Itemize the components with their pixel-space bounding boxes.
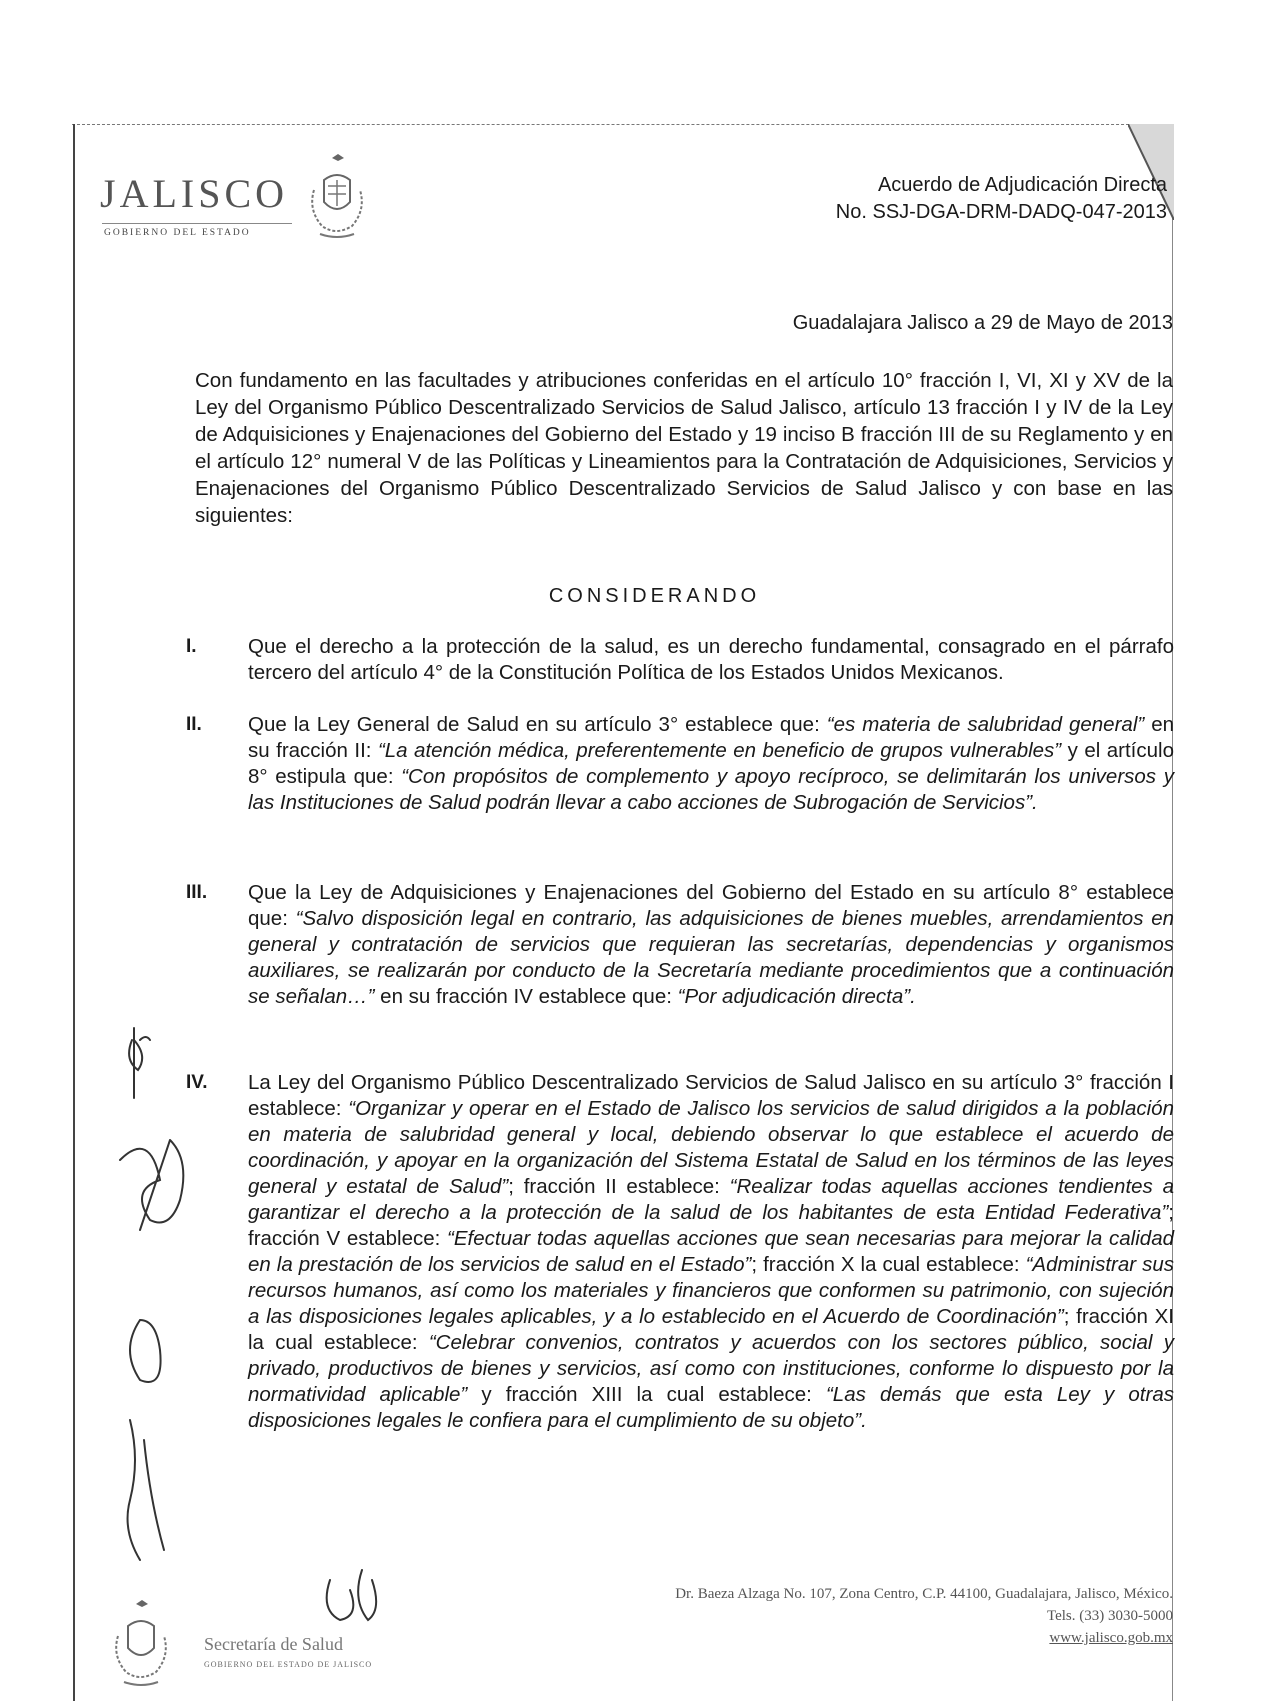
clause-text: Que el derecho a la protección de la salud, es un derecho fundamental, consagrado en el párrafo tercero del artículo 4° de la Constitución Política de los Estados Unidos Mexicanos. <box>248 635 1174 684</box>
quoted-text: “Por adjudicación directa”. <box>677 985 916 1008</box>
clause-text: y fracción XIII la cual establece: <box>467 1383 826 1406</box>
clause-body <box>248 634 1174 686</box>
footer-logo-text: Secretaría de Salud <box>204 1634 343 1654</box>
footer-street: Dr. Baeza Alzaga No. 107, Zona Centro, C.P. 44100, Guadalajara, Jalisco, México. <box>675 1586 1173 1602</box>
jalisco-logo <box>100 150 380 250</box>
document-reference <box>836 172 1167 226</box>
quoted-text: “La atención médica, preferentemente en beneficio de grupos vulnerables” <box>377 739 1062 762</box>
clause-text: en su fracción IV establece que: <box>374 985 678 1008</box>
footer-address <box>675 1583 1173 1649</box>
clause-text: ; fracción II establece: <box>508 1175 730 1198</box>
footer-phone: Tels. (33) 3030-5000 <box>1046 1608 1173 1624</box>
secretaria-salud-logo <box>108 1598 408 1693</box>
clause-text: Que la Ley de Adquisiciones y Enajenaciones del Gobierno del Estado en su artículo 8° establece que: <box>248 881 1174 930</box>
clause-number: III. <box>186 882 208 903</box>
intro-paragraph: Con fundamento en las facultades y atribuciones conferidas en el artículo 10° fracción I, VI, XI y XV de la Ley del Organismo Público Descentralizado Servicios de Salud Jalisco, artículo 13 fracción I y IV de la Ley de Adquisiciones y Enajenaciones del Gobierno del Estado y 19 inciso B fracción III de su Reglamento y en el artículo 12° numeral V de las Políticas y Lineamientos para la Contratación de Adquisiciones, Servicios y Enajenaciones del Organismo Público Descentralizado Servicios de Salud Jalisco y con base en las siguientes: <box>195 369 1173 527</box>
quoted-text: “Salvo disposición legal en contrario, las adquisiciones de bienes muebles, arrendamientos en general y contratación de servicios que requieran las secretarías, dependencias y organismos auxiliares, se realizarán por conducto de la Secretaría mediante procedimientos que a continuación se señalan…” <box>248 907 1174 1008</box>
footer-logo-subtitle: GOBIERNO DEL ESTADO DE JALISCO <box>204 1660 373 1669</box>
clause-text: Que la Ley General de Salud en su artículo 3° establece que: <box>248 713 827 736</box>
clause-text: ; fracción V establece: <box>248 1201 1174 1250</box>
logo-word: JALISCO <box>100 171 289 216</box>
document-title: Acuerdo de Adjudicación Directa <box>877 174 1167 196</box>
clause-text: La Ley del Organismo Público Descentralizado Servicios de Salud Jalisco en su artículo 3° fracción I establece: <box>248 1071 1174 1120</box>
date-line: Guadalajara Jalisco a 29 de Mayo de 2013 <box>792 312 1173 334</box>
clause-number: IV. <box>186 1072 208 1093</box>
clause-1 <box>186 634 1174 686</box>
quoted-text: “Celebrar convenios, contratos y acuerdos con los sectores público, social y privado, productivos de bienes y servicios, así como con instituciones, conforme lo dispuesto por la normatividad aplicable” <box>248 1331 1174 1406</box>
footer-website[interactable]: www.jalisco.gob.mx <box>1049 1630 1173 1646</box>
footer-coat-of-arms-icon <box>108 1598 178 1693</box>
quoted-text: “Con propósitos de complemento y apoyo recíproco, se delimitarán los universos y las Instituciones de Salud podrán llevar a cabo acciones de Subrogación de Servicios”. <box>248 765 1174 814</box>
clause-text: y el artículo 8° estipula que: <box>248 739 1174 788</box>
quoted-text: “Organizar y operar en el Estado de Jalisco los servicios de salud dirigidos a la población en materia de salubridad general y local, debiendo observar lo que establece el acuerdo de coordinación, y apoyar en la organización del Sistema Estatal de Salud en los términos de las leyes general y estatal de Salud” <box>248 1097 1174 1198</box>
logo-subtitle: GOBIERNO DEL ESTADO <box>104 228 251 238</box>
clause-body <box>248 880 1174 1010</box>
section-heading: CONSIDERANDO <box>548 585 761 607</box>
quoted-text: “Las demás que esta Ley y otras disposiciones legales le confiera para el cumplimiento de su objeto”. <box>248 1383 1174 1432</box>
quoted-text: “Administrar sus recursos humanos, así como los materiales y financieros que conformen su patrimonio, con sujeción a las disposiciones legales aplicables, y a lo establecido en el Acuerdo de Coordinación” <box>248 1253 1174 1328</box>
logo-rule <box>102 223 292 224</box>
clause-2 <box>186 712 1174 816</box>
clause-number: I. <box>186 636 197 657</box>
clause-number: II. <box>186 714 202 735</box>
clause-text: en su fracción II: <box>248 713 1174 762</box>
coat-of-arms-icon <box>302 150 372 242</box>
quoted-text: “Efectuar todas aquellas acciones que sean necesarias para mejorar la calidad en la prestación de los servicios de salud en el Estado” <box>248 1227 1174 1276</box>
clause-text: ; fracción X la cual establece: <box>751 1253 1026 1276</box>
handwritten-initials <box>100 1020 420 1630</box>
clause-text: ; fracción XI la cual establece: <box>248 1305 1174 1354</box>
quoted-text: “Realizar todas aquellas acciones tendientes a garantizar el derecho a la protección de la salud de los habitantes de esta Entidad Federativa” <box>248 1175 1174 1224</box>
clause-body <box>248 712 1174 816</box>
clause-3 <box>186 880 1174 1010</box>
quoted-text: “es materia de salubridad general” <box>826 713 1145 736</box>
document-number: No. SSJ-DGA-DRM-DADQ-047-2013 <box>835 201 1167 223</box>
page-border-left <box>73 124 75 1701</box>
page-border-top <box>72 124 1174 125</box>
